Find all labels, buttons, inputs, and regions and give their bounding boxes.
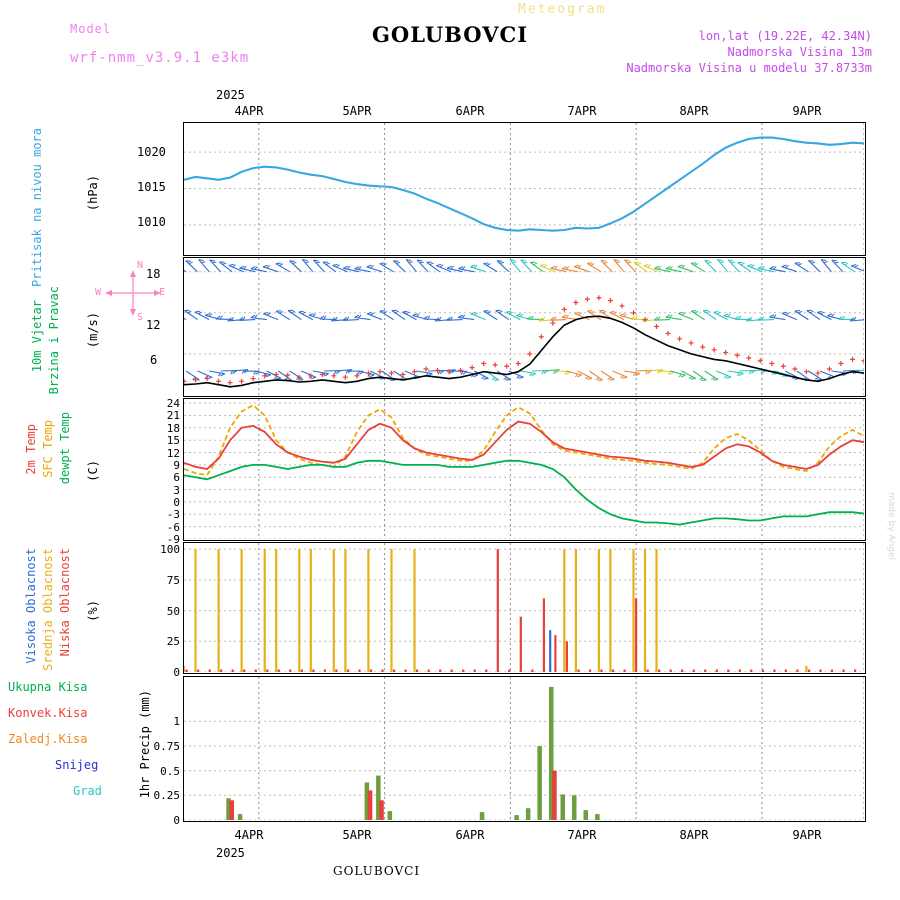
bottom-axis-tick-5: 9APR xyxy=(792,828,822,842)
cloud-ytick: 0 xyxy=(173,666,180,679)
cloud-legend-low: Niska Oblacnost xyxy=(58,548,72,657)
bottom-axis-tick-4: 8APR xyxy=(679,828,709,842)
bottom-axis-tick-0: 4APR xyxy=(234,828,264,842)
cloud-ytick: 50 xyxy=(166,605,180,618)
cloud-legend-high: Visoka Oblacnost xyxy=(24,548,38,664)
precip-legend-freezing: Zaledj.Kisa xyxy=(8,732,88,746)
compass-w: W xyxy=(95,287,102,298)
temp-legend-sfc: SFC Temp xyxy=(41,420,55,478)
cloud-panel xyxy=(183,542,866,674)
top-axis-tick-1: 5APR xyxy=(342,104,372,118)
cloud-ytick: 75 xyxy=(166,574,180,587)
temp-legend-2m: 2m Temp xyxy=(24,424,38,475)
precip-legend-snow: Snijeg xyxy=(55,758,99,772)
bottom-axis-tick-3: 7APR xyxy=(567,828,597,842)
wind-chart xyxy=(184,258,864,395)
temp-ytick: 0 xyxy=(173,496,180,509)
precip-ylabel: 1hr Precip (mm) xyxy=(138,690,152,799)
compass-s: S xyxy=(137,312,144,323)
temp-ytick: -6 xyxy=(166,521,180,534)
watermark: made by Angel xyxy=(886,492,896,560)
pressure-ytick-1020: 1020 xyxy=(137,145,166,159)
precip-ytick: 0.5 xyxy=(160,765,180,778)
station-metadata xyxy=(626,28,872,76)
model-label: Model xyxy=(70,22,112,36)
wind-compass xyxy=(97,262,169,324)
compass-e: E xyxy=(159,287,166,298)
pressure-panel xyxy=(183,122,866,256)
temp-ytick: 9 xyxy=(173,459,180,472)
pressure-ylabel: (hPa) xyxy=(86,175,100,212)
precip-panel xyxy=(183,676,866,822)
temp-ytick: -3 xyxy=(166,508,180,521)
wind-panel xyxy=(183,257,866,397)
pressure-chart xyxy=(184,123,864,254)
page-title: GOLUBOVCI xyxy=(371,22,529,47)
wind-ytick-6: 6 xyxy=(150,353,158,367)
precip-ytick: 0.75 xyxy=(153,740,180,753)
model-name: wrf-nmm_v3.9.1 e3km xyxy=(70,50,250,66)
temp-ylabel: (C) xyxy=(86,460,100,482)
wind-legend-speed: 10m Vjetar xyxy=(30,300,44,373)
cloud-legend-mid: Srednja Oblacnost xyxy=(41,548,55,671)
cloud-ytick: 100 xyxy=(160,543,180,556)
meteogram-label: Meteogram xyxy=(518,2,607,17)
wind-ytick-18: 18 xyxy=(146,267,161,281)
temp-legend-dewpt: dewpt Temp xyxy=(58,412,72,485)
temp-ytick: -9 xyxy=(166,533,180,546)
wind-ylabel: (m/s) xyxy=(86,312,100,349)
precip-ytick: 0 xyxy=(173,814,180,827)
precip-legend-total: Ukupna Kisa xyxy=(8,680,88,694)
meta-lonlat: lon,lat (19.22E, 42.34N) xyxy=(698,29,872,43)
top-axis-year: 2025 xyxy=(216,88,245,102)
top-axis-tick-2: 6APR xyxy=(455,104,485,118)
precip-ytick: 1 xyxy=(173,715,180,728)
bottom-axis-tick-1: 5APR xyxy=(342,828,372,842)
bottom-axis-year: 2025 xyxy=(216,846,245,860)
cloud-ytick: 25 xyxy=(166,635,180,648)
meta-model-elevation: Nadmorska Visina u modelu 37.8733m xyxy=(626,61,872,75)
meta-elevation: Nadmorska Visina 13m xyxy=(727,45,872,59)
pressure-legend-label: Pritisak na nivou mora xyxy=(30,128,44,287)
temp-ytick: 12 xyxy=(166,447,180,460)
pressure-ytick-1010: 1010 xyxy=(137,215,166,229)
top-axis-tick-5: 9APR xyxy=(792,104,822,118)
cloud-chart xyxy=(184,543,864,672)
temp-ytick: 6 xyxy=(173,471,180,484)
temp-ytick: 24 xyxy=(166,397,180,410)
temperature-chart xyxy=(184,399,864,539)
pressure-ytick-1015: 1015 xyxy=(137,180,166,194)
wind-legend-dir: Brzina i Pravac xyxy=(47,286,61,395)
temp-ytick: 15 xyxy=(166,434,180,447)
compass-n: N xyxy=(137,260,144,271)
precip-chart xyxy=(184,677,864,820)
precip-ytick: 0.25 xyxy=(153,789,180,802)
footer-station: GOLUBOVCI xyxy=(333,864,421,878)
bottom-axis-tick-2: 6APR xyxy=(455,828,485,842)
top-axis-tick-3: 7APR xyxy=(567,104,597,118)
temperature-panel xyxy=(183,398,866,541)
temp-ytick: 18 xyxy=(166,422,180,435)
precip-legend-hail: Grad xyxy=(73,784,102,798)
temp-ytick: 21 xyxy=(166,409,180,422)
cloud-ylabel: (%) xyxy=(86,600,100,622)
top-axis-tick-0: 4APR xyxy=(234,104,264,118)
precip-legend-convective: Konvek.Kisa xyxy=(8,706,88,720)
top-axis-tick-4: 8APR xyxy=(679,104,709,118)
wind-ytick-12: 12 xyxy=(146,318,161,332)
temp-ytick: 3 xyxy=(173,484,180,497)
